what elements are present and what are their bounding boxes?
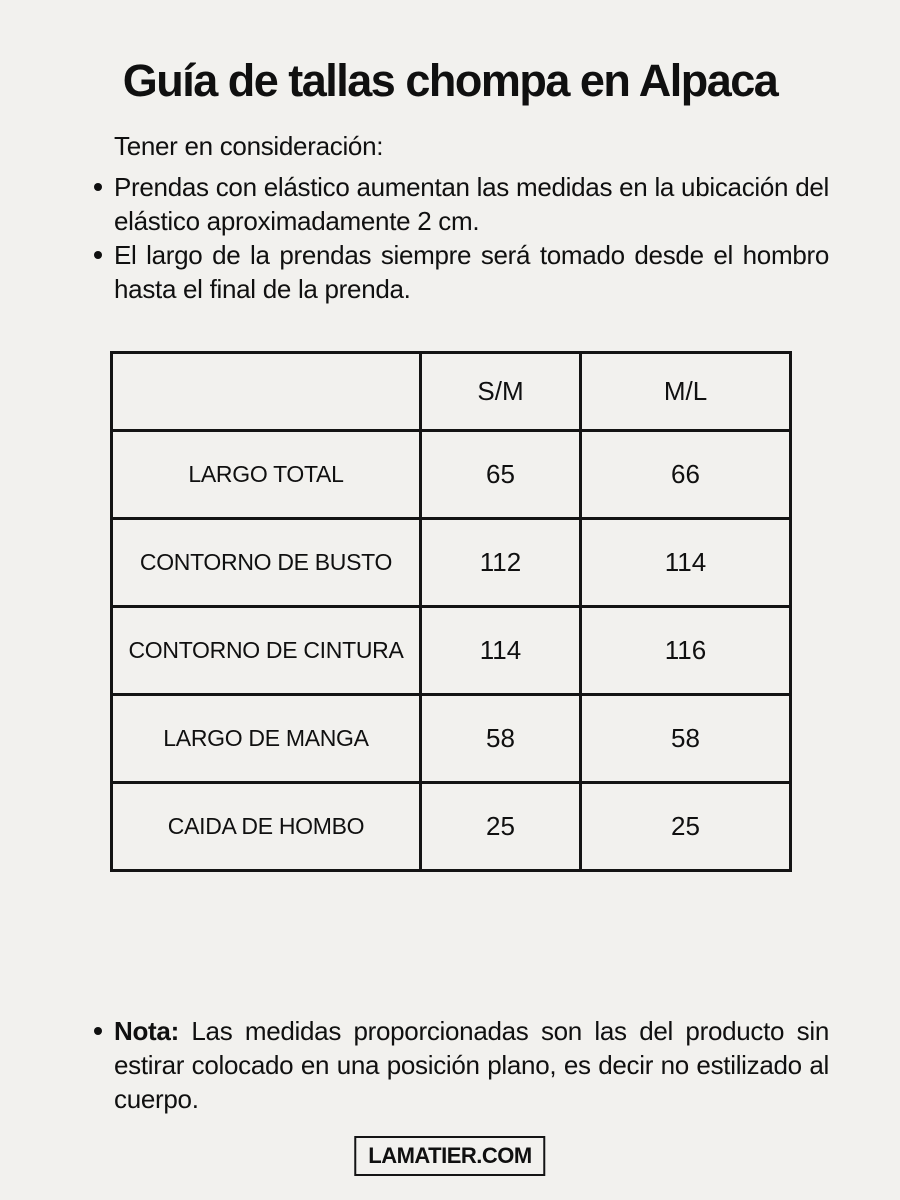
- considerations-list: [92, 170, 829, 306]
- page-title: Guía de tallas chompa en Alpaca: [122, 55, 778, 106]
- considerations-heading: Tener en consideración:: [114, 131, 384, 161]
- cell-ml: 25: [581, 783, 791, 871]
- header-cell-empty: [112, 353, 421, 431]
- row-label: CONTORNO DE BUSTO: [112, 519, 421, 607]
- cell-sm: 65: [421, 431, 581, 519]
- cell-sm: 114: [421, 607, 581, 695]
- header-cell-ml: M/L: [581, 353, 791, 431]
- row-label: LARGO DE MANGA: [112, 695, 421, 783]
- list-item: [92, 170, 829, 238]
- note-label: Nota:: [114, 1016, 179, 1046]
- cell-ml: 58: [581, 695, 791, 783]
- list-item: [92, 238, 829, 306]
- table-row: [112, 519, 791, 607]
- brand-text: LAMATIER.COM: [368, 1143, 532, 1168]
- cell-ml: 66: [581, 431, 791, 519]
- table-header-row: [112, 353, 791, 431]
- header-cell-sm: S/M: [421, 353, 581, 431]
- considerations-section: [92, 129, 829, 306]
- table-row: [112, 607, 791, 695]
- table-row: [112, 431, 791, 519]
- note-text: Las medidas proporcionadas son las del producto sin estirar colocado en una posición plano, es decir no estilizado al cuerpo.: [114, 1016, 829, 1114]
- row-label: CONTORNO DE CINTURA: [112, 607, 421, 695]
- bullet-icon: [94, 251, 102, 259]
- cell-sm: 112: [421, 519, 581, 607]
- note-item: [92, 1014, 829, 1116]
- table-row: [112, 783, 791, 871]
- brand-box: [354, 1136, 545, 1176]
- bullet-text: El largo de la prendas siempre será tomado desde el hombro hasta el final de la prenda.: [114, 240, 829, 304]
- size-table: [110, 351, 792, 872]
- table-row: [112, 695, 791, 783]
- cell-sm: 25: [421, 783, 581, 871]
- bullet-icon: [94, 183, 102, 191]
- bullet-icon: [94, 1027, 102, 1035]
- cell-ml: 116: [581, 607, 791, 695]
- row-label: CAIDA DE HOMBO: [112, 783, 421, 871]
- bullet-text: Prendas con elástico aumentan las medidas en la ubicación del elástico aproximadamente 2 cm.: [114, 172, 829, 236]
- row-label: LARGO TOTAL: [112, 431, 421, 519]
- note-section: [92, 1014, 829, 1116]
- cell-sm: 58: [421, 695, 581, 783]
- cell-ml: 114: [581, 519, 791, 607]
